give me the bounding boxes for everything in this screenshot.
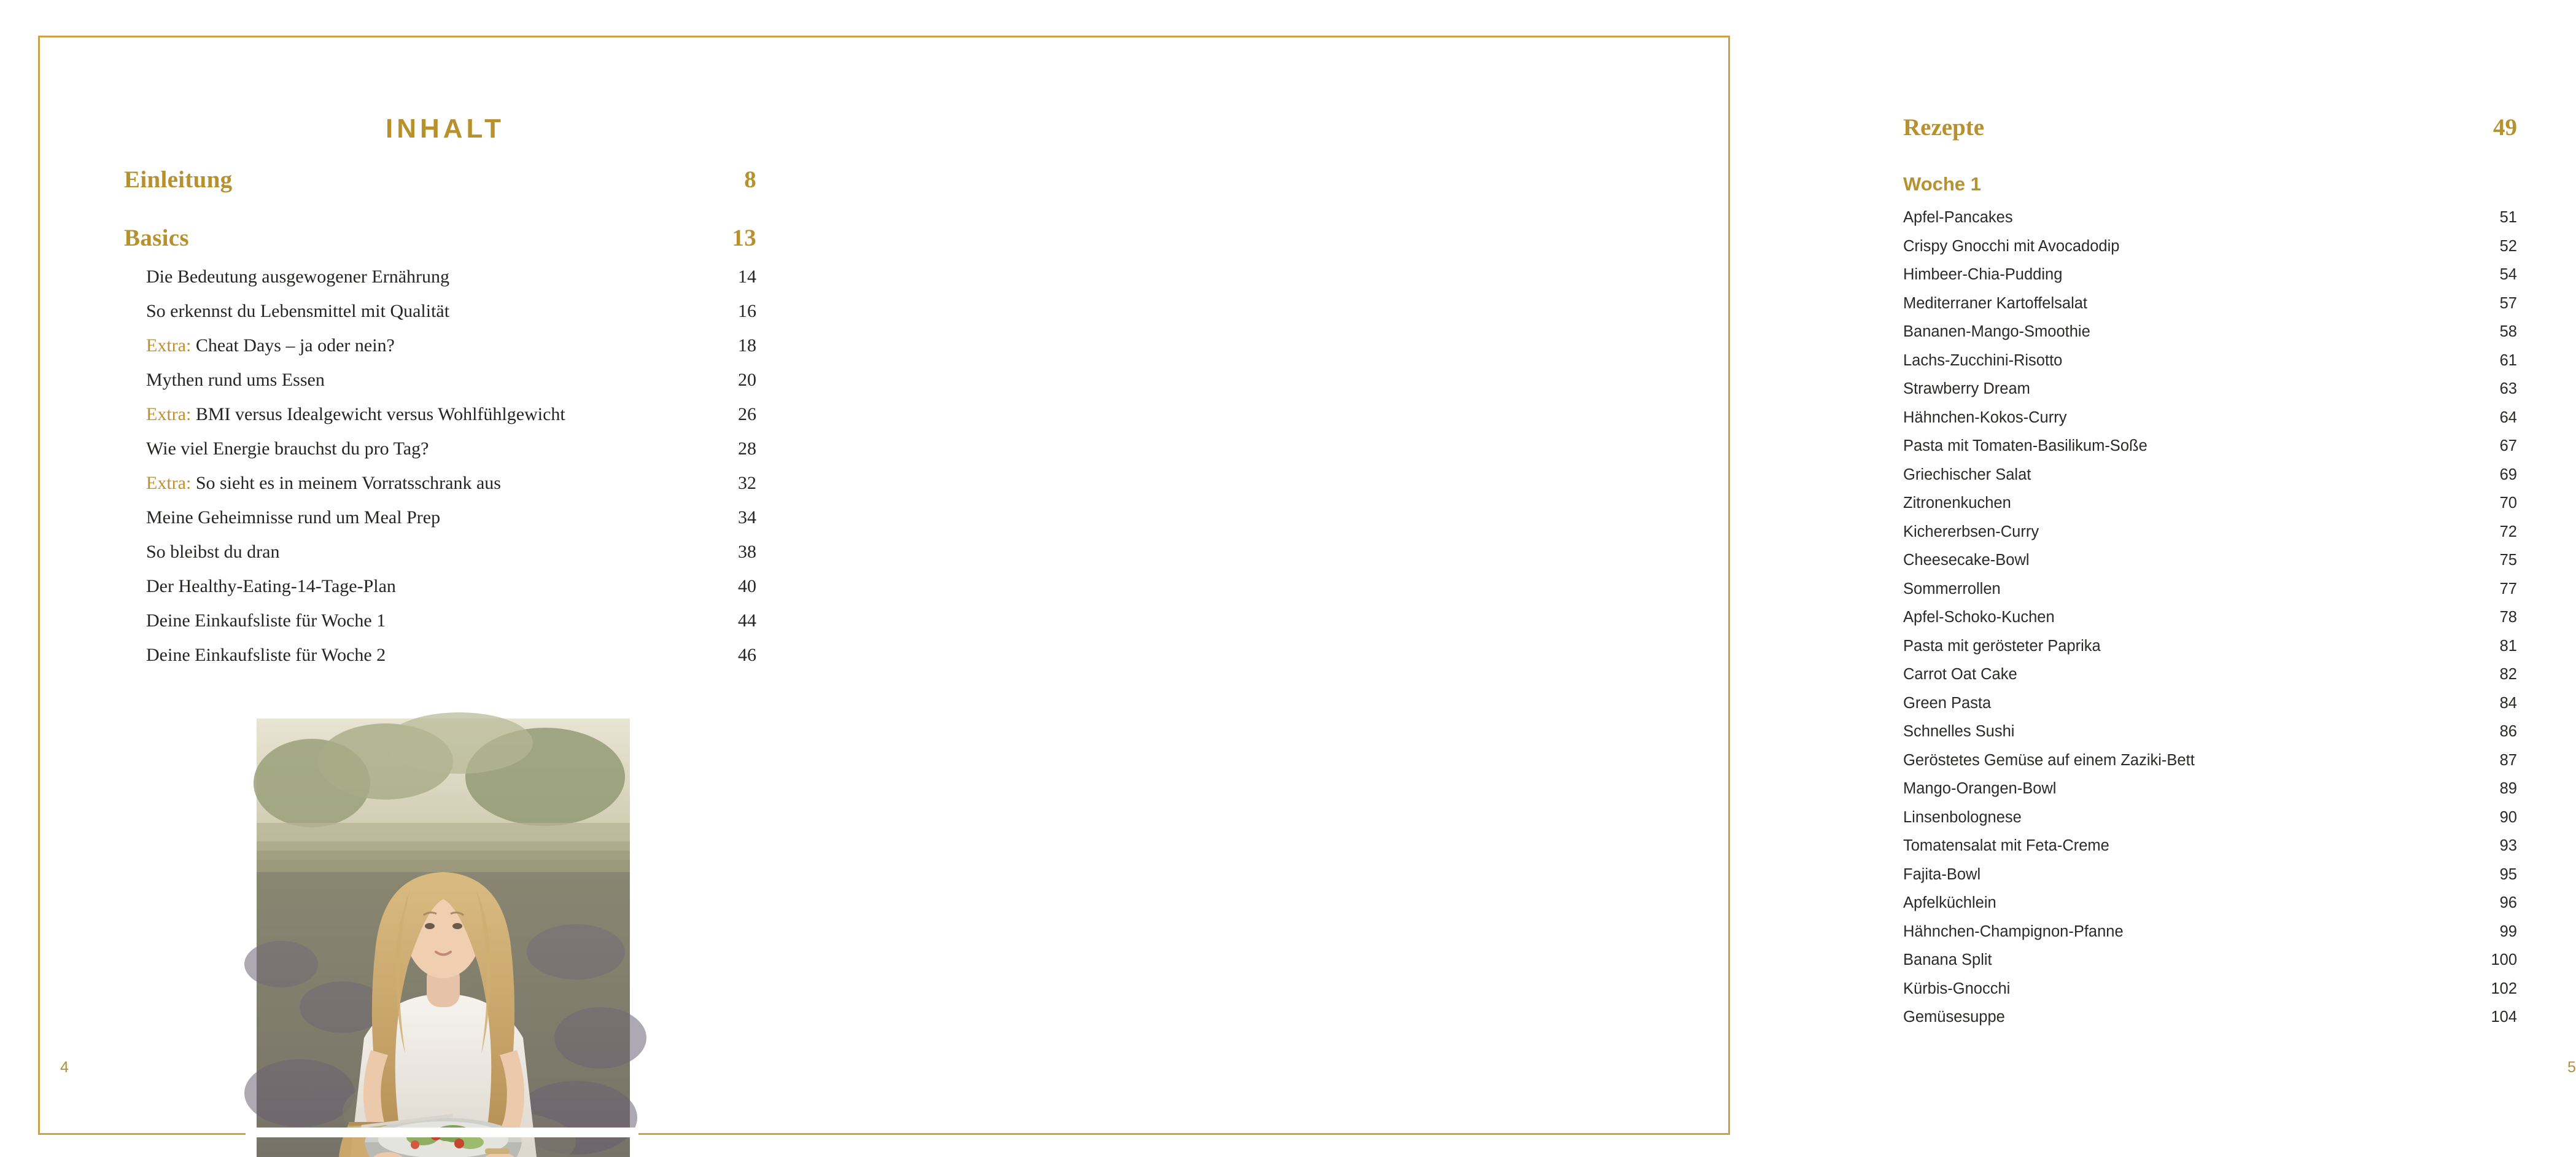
entry-label: Kürbis-Gnocchi (1903, 980, 2011, 997)
entry-page: 72 (2499, 523, 2517, 540)
entry-label: So bleibst du dran (146, 542, 280, 562)
entry-label: Apfel-Pancakes (1903, 209, 2013, 226)
entry-label: Die Bedeutung ausgewogener Ernährung (146, 267, 450, 287)
entry-label: Pasta mit Tomaten-Basilikum-Soße (1903, 437, 2147, 454)
entry-page: 40 (738, 576, 756, 596)
entry-page: 100 (2491, 951, 2517, 968)
toc-subsection-woche-1: Woche 1 (1903, 173, 1981, 195)
recipe-list (1903, 209, 2517, 1026)
entry-label: Himbeer-Chia-Pudding (1903, 266, 2063, 283)
list-item[interactable] (1903, 295, 2517, 313)
entry-label: Deine Einkaufsliste für Woche 2 (146, 645, 386, 665)
toc-basics-list (124, 267, 756, 666)
list-item[interactable] (1903, 637, 2517, 655)
entry-page: 32 (738, 473, 756, 493)
entry-label: Linsenbolognese (1903, 808, 2022, 826)
entry-label: Apfel-Schoko-Kuchen (1903, 609, 2055, 626)
list-item[interactable] (1903, 437, 2517, 455)
list-item[interactable] (1903, 352, 2517, 370)
list-item[interactable] (1903, 466, 2517, 484)
list-item[interactable] (124, 507, 756, 528)
entry-label: Strawberry Dream (1903, 380, 2030, 397)
list-item[interactable] (124, 576, 756, 597)
entry-label: So sieht es in meinem Vorratsschrank aus (195, 473, 501, 493)
entry-label: Mythen rund ums Essen (146, 370, 325, 390)
entry-page: 77 (2499, 580, 2517, 598)
entry-label: Der Healthy-Eating-14-Tage-Plan (146, 576, 396, 596)
list-item[interactable] (1903, 837, 2517, 855)
entry-label: Deine Einkaufsliste für Woche 1 (146, 610, 386, 631)
entry-page: 89 (2499, 780, 2517, 797)
entry-page: 57 (2499, 294, 2517, 312)
entry-label: Zitronenkuchen (1903, 494, 2011, 512)
entry-page: 78 (2499, 609, 2517, 626)
list-item[interactable] (1903, 266, 2517, 284)
entry-page: 58 (2499, 323, 2517, 340)
entry-page: 52 (2499, 237, 2517, 255)
entry-page: 14 (738, 267, 756, 287)
entry-label: Wie viel Energie brauchst du pro Tag? (146, 438, 429, 459)
table-of-contents-left (124, 166, 756, 666)
toc-section-label: Basics (124, 225, 189, 251)
entry-page: 54 (2499, 266, 2517, 283)
page-title: INHALT (385, 114, 505, 144)
right-page (884, 0, 2576, 1157)
list-item[interactable] (1903, 523, 2517, 541)
entry-label: Tomatensalat mit Feta-Creme (1903, 837, 2109, 854)
entry-label: Carrot Oat Cake (1903, 666, 2017, 683)
toc-section-page: 8 (744, 166, 756, 193)
toc-section-label: Rezepte (1903, 114, 1985, 141)
entry-label: Cheat Days – ja oder nein? (195, 335, 395, 356)
entry-page: 67 (2499, 437, 2517, 454)
list-item[interactable] (1903, 380, 2517, 398)
list-item[interactable] (1903, 409, 2517, 427)
entry-label: Banana Split (1903, 951, 1992, 968)
list-item[interactable] (1903, 780, 2517, 798)
entry-label: Mango-Orangen-Bowl (1903, 780, 2057, 797)
toc-section-rezepte[interactable] (1903, 114, 2517, 141)
entry-page: 61 (2499, 351, 2517, 369)
list-item[interactable] (1903, 494, 2517, 512)
list-item[interactable] (1903, 609, 2517, 626)
toc-section-page: 13 (732, 225, 756, 251)
page-number-right: 5 (2567, 1059, 2576, 1076)
list-item[interactable] (1903, 1008, 2517, 1026)
left-page (0, 0, 884, 1157)
entry-label: Gemüsesuppe (1903, 1008, 2005, 1026)
entry-label: Meine Geheimnisse rund um Meal Prep (146, 507, 441, 528)
extra-tag: Extra: (146, 473, 192, 493)
entry-page: 84 (2499, 694, 2517, 712)
list-item[interactable] (1903, 695, 2517, 712)
entry-label: Kichererbsen-Curry (1903, 523, 2039, 540)
entry-label: Crispy Gnocchi mit Avocadodip (1903, 237, 2120, 255)
entry-label: Lachs-Zucchini-Risotto (1903, 351, 2063, 369)
list-item[interactable] (1903, 666, 2517, 684)
entry-page: 18 (738, 335, 756, 356)
list-item[interactable] (1903, 809, 2517, 827)
toc-section-page: 49 (2493, 114, 2517, 141)
entry-label: Apfelküchlein (1903, 894, 1996, 911)
entry-label: Pasta mit gerösteter Paprika (1903, 637, 2101, 655)
entry-page: 87 (2499, 751, 2517, 769)
entry-label: So erkennst du Lebensmittel mit Qualität (146, 301, 450, 321)
entry-page: 81 (2499, 637, 2517, 655)
list-item[interactable] (1903, 723, 2517, 741)
list-item[interactable] (124, 542, 756, 563)
entry-label: Sommerrollen (1903, 580, 2001, 598)
entry-page: 51 (2499, 209, 2517, 226)
list-item[interactable] (1903, 923, 2517, 941)
list-item[interactable] (1903, 752, 2517, 769)
list-item[interactable] (1903, 209, 2517, 227)
entry-label: BMI versus Idealgewicht versus Wohlfühlgewicht (195, 404, 565, 424)
entry-label: Hähnchen-Champignon-Pfanne (1903, 922, 2124, 940)
entry-page: 70 (2499, 494, 2517, 512)
entry-label: Cheesecake-Bowl (1903, 551, 2030, 569)
entry-label: Geröstetes Gemüse auf einem Zaziki-Bett (1903, 751, 2195, 769)
entry-label: Hähnchen-Kokos-Curry (1903, 408, 2067, 426)
list-item[interactable] (1903, 323, 2517, 341)
entry-page: 102 (2491, 980, 2517, 997)
entry-page: 95 (2499, 865, 2517, 883)
list-item[interactable] (124, 645, 756, 666)
list-item[interactable] (124, 404, 756, 425)
table-of-contents-right (1903, 114, 2517, 1026)
list-item[interactable] (124, 335, 756, 356)
entry-page: 34 (738, 507, 756, 528)
list-item[interactable] (124, 301, 756, 322)
list-item[interactable] (124, 610, 756, 631)
toc-section-basics[interactable] (124, 224, 756, 252)
list-item[interactable] (1903, 980, 2517, 998)
list-item[interactable] (124, 438, 756, 459)
list-item[interactable] (1903, 866, 2517, 884)
entry-label: Green Pasta (1903, 694, 1992, 712)
entry-label: Bananen-Mango-Smoothie (1903, 323, 2090, 340)
entry-page: 90 (2499, 808, 2517, 826)
frame-photo-overlap (246, 1128, 638, 1137)
entry-page: 16 (738, 301, 756, 321)
list-item[interactable] (124, 473, 756, 494)
extra-tag: Extra: (146, 335, 192, 356)
entry-page: 86 (2499, 723, 2517, 740)
entry-page: 63 (2499, 380, 2517, 397)
entry-page: 26 (738, 404, 756, 424)
extra-tag: Extra: (146, 404, 192, 424)
entry-page: 96 (2499, 894, 2517, 911)
entry-label: Schnelles Sushi (1903, 723, 2015, 740)
toc-section-einleitung[interactable] (124, 166, 756, 193)
entry-page: 93 (2499, 837, 2517, 854)
entry-page: 64 (2499, 408, 2517, 426)
entry-page: 104 (2491, 1008, 2517, 1026)
entry-page: 82 (2499, 666, 2517, 683)
list-item[interactable] (1903, 894, 2517, 912)
entry-page: 46 (738, 645, 756, 665)
list-item[interactable] (1903, 580, 2517, 598)
entry-page: 75 (2499, 551, 2517, 569)
entry-page: 99 (2499, 922, 2517, 940)
entry-page: 44 (738, 610, 756, 631)
list-item[interactable] (1903, 551, 2517, 569)
entry-label: Griechischer Salat (1903, 466, 2031, 483)
page-number-left: 4 (60, 1059, 69, 1076)
list-item[interactable] (124, 370, 756, 391)
list-item[interactable] (1903, 951, 2517, 969)
entry-label: Mediterraner Kartoffelsalat (1903, 294, 2088, 312)
entry-page: 20 (738, 370, 756, 390)
portrait-photo (257, 719, 630, 1157)
list-item[interactable] (124, 267, 756, 287)
toc-section-label: Einleitung (124, 166, 233, 193)
entry-label: Fajita-Bowl (1903, 865, 1981, 883)
entry-page: 38 (738, 542, 756, 562)
list-item[interactable] (1903, 238, 2517, 255)
entry-page: 69 (2499, 466, 2517, 483)
entry-page: 28 (738, 438, 756, 459)
